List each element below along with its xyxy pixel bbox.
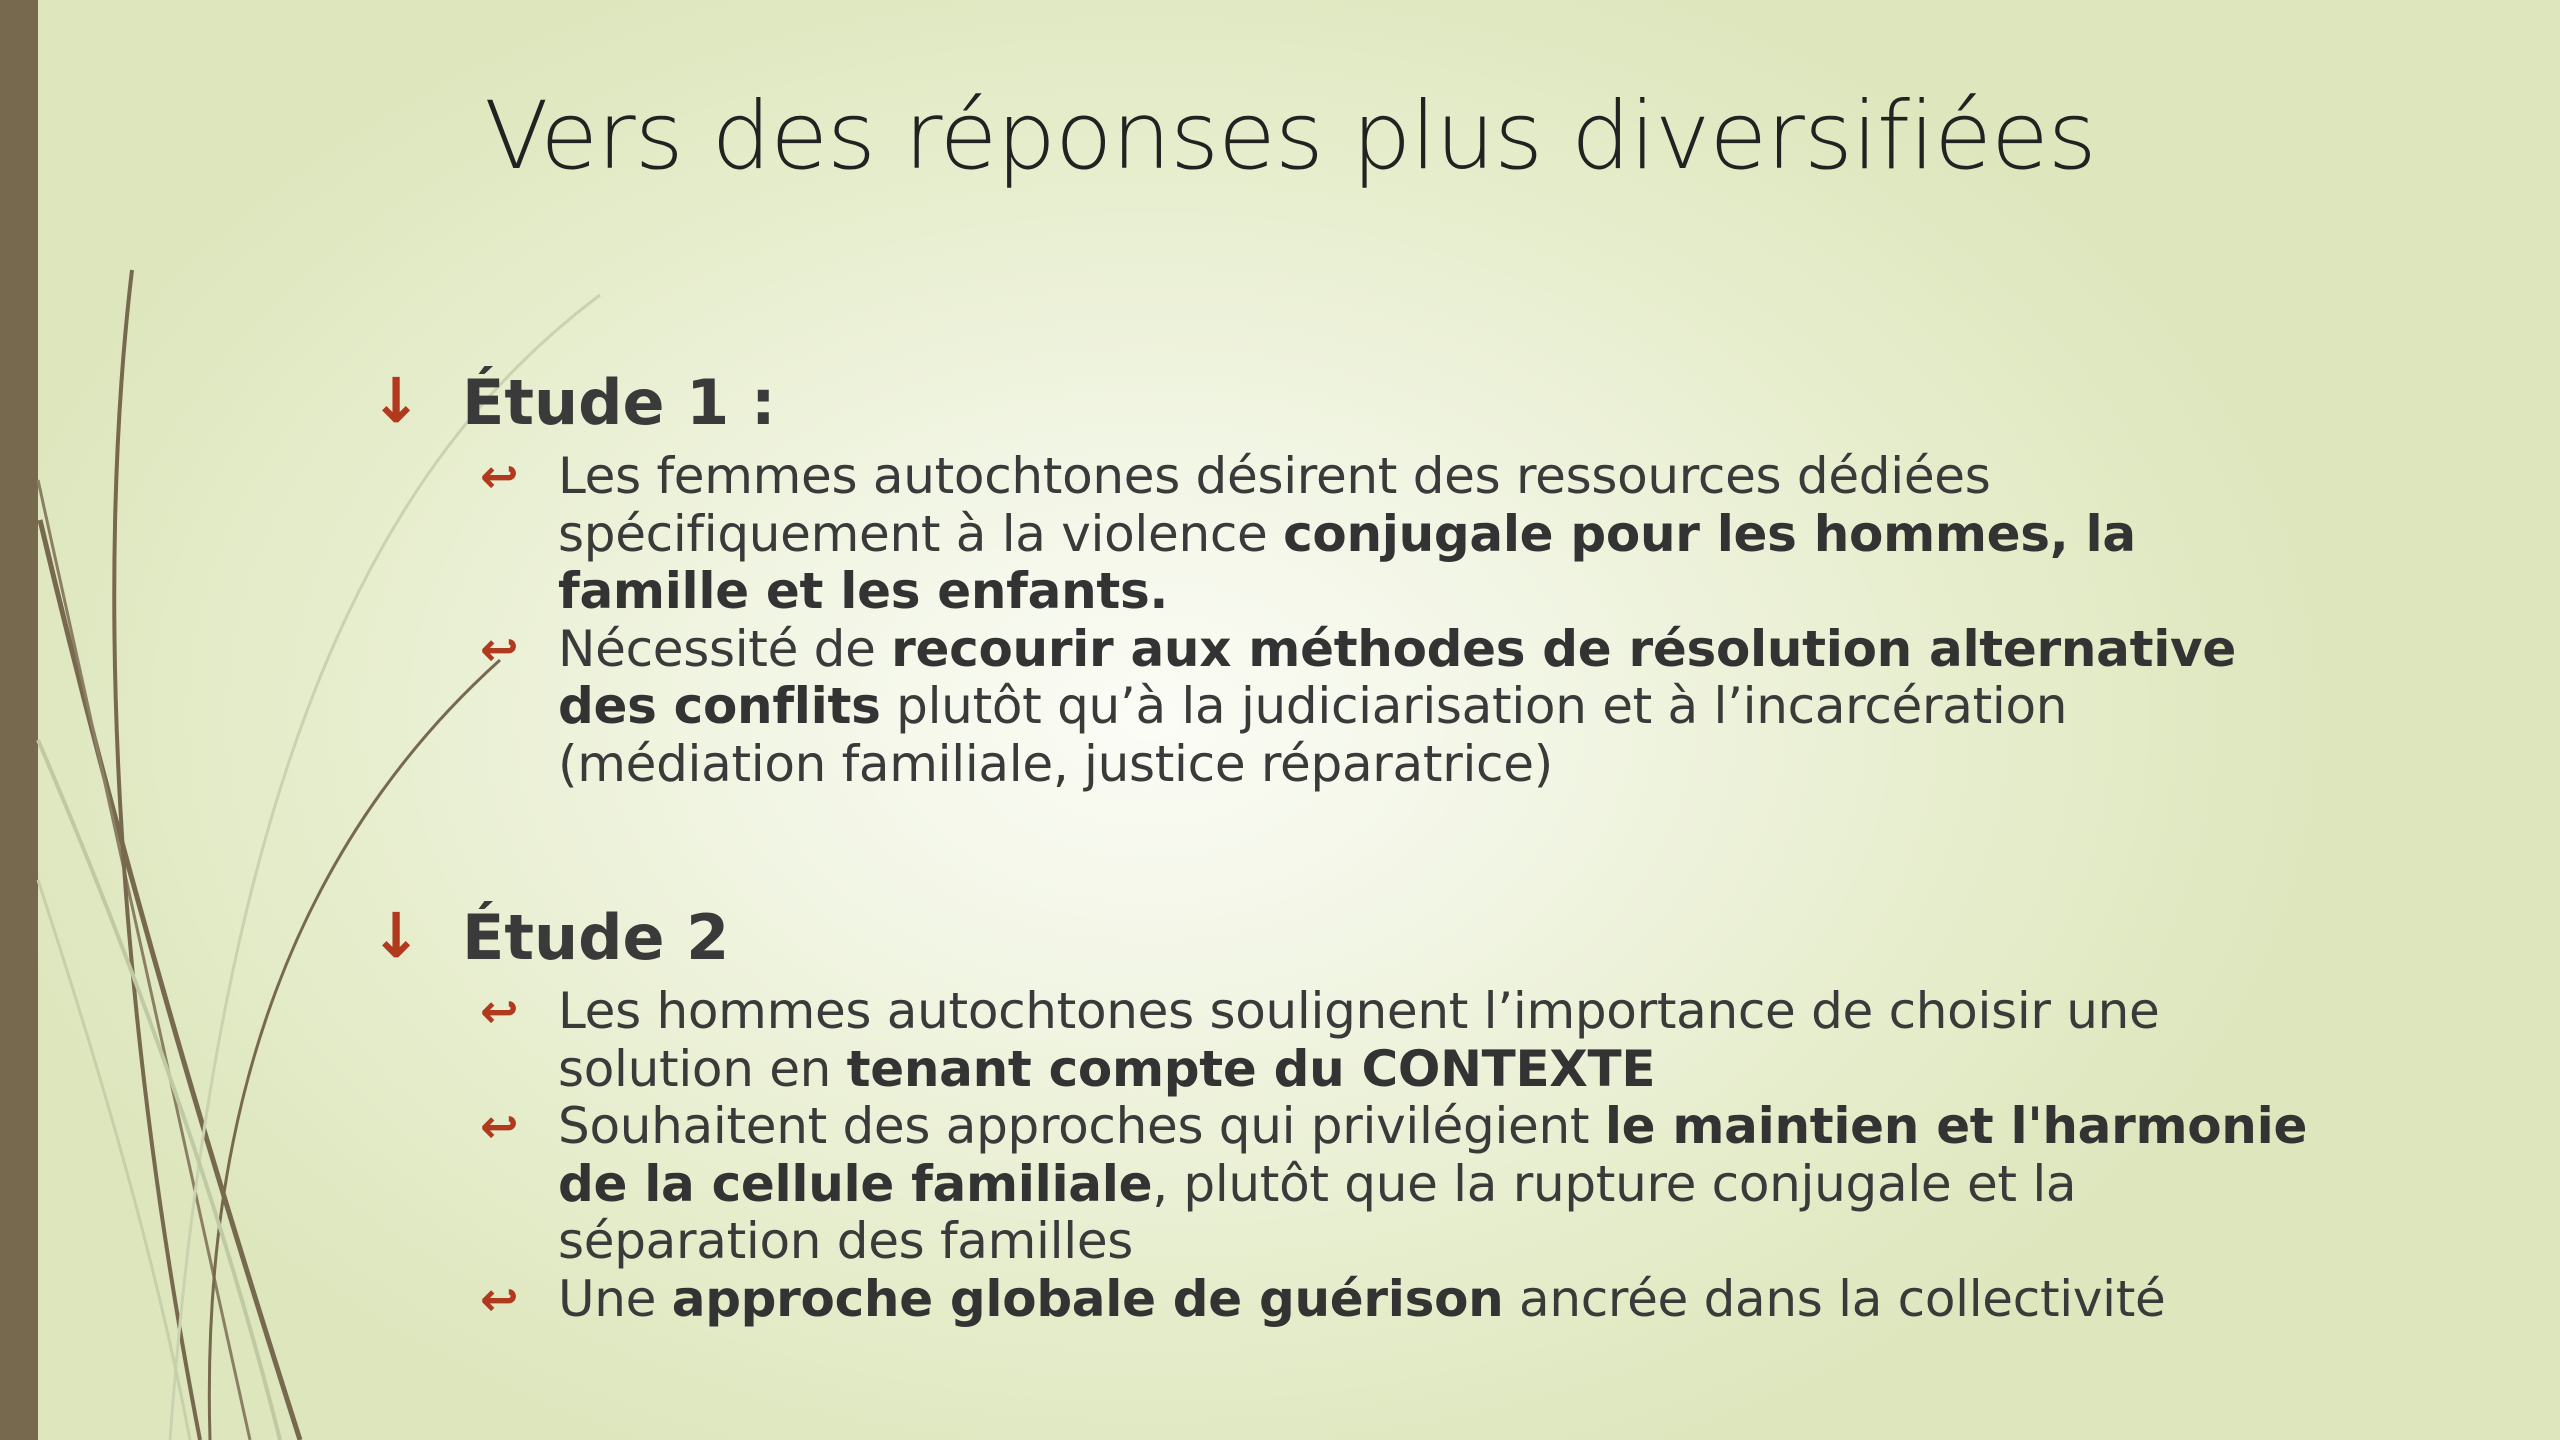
list-item [370,621,2320,794]
list-item [370,983,2320,1098]
item-text: , plutôt que la rupture conjugale et la séparation des familles [558,1154,2077,1270]
arrow-down-icon: ↓ [370,364,422,437]
study-2-heading-text: Étude 2 [462,901,730,974]
item-text: Les femmes autochtones désirent des ressources dédiées spécifiquement à la violence [558,447,1991,563]
item-emphasis: le maintien et l'harmonie de la cellule familiale [558,1097,2308,1213]
study-1-heading-text: Étude 1 : [462,366,776,439]
list-item [370,448,2320,621]
item-emphasis: recourir aux méthodes de résolution alternative des conflits [558,619,2236,735]
item-text: Nécessité de [558,619,892,678]
list-item [370,1098,2320,1271]
curved-arrow-return-icon: ↩ [480,1271,519,1326]
arrow-down-icon: ↓ [370,899,422,972]
item-text: Souhaitent des approches qui privilégient [558,1097,1605,1155]
curved-arrow-return-icon: ↩ [480,1099,519,1153]
item-text: plutôt qu’à la judiciarisation et à l’incarcération (médiation familiale, justice réparatrice) [558,677,2068,793]
study-2-heading [370,893,2320,983]
study-1-items [370,448,2320,793]
item-emphasis: conjugale pour les hommes, la famille et les enfants. [558,504,2136,620]
item-emphasis: approche globale de guérison [671,1269,1504,1328]
study-2-items [370,983,2320,1328]
curved-arrow-return-icon: ↩ [480,449,519,503]
item-text: Les hommes autochtones soulignent l’importance de choisir une solution en [558,982,2160,1098]
item-emphasis: tenant compte du CONTEXTE [846,1039,1656,1098]
list-item [370,1271,2320,1329]
study-1-section [370,358,2320,793]
slide-title: Vers des réponses plus diversifiées [484,82,2096,191]
item-text: Une [558,1269,672,1328]
curved-arrow-return-icon: ↩ [480,984,519,1038]
study-1-heading [370,358,2320,448]
curved-arrow-return-icon: ↩ [480,621,519,676]
study-2-section [370,893,2320,1328]
item-text: ancrée dans la collectivité [1503,1269,2166,1328]
slide-content [370,358,2320,1328]
